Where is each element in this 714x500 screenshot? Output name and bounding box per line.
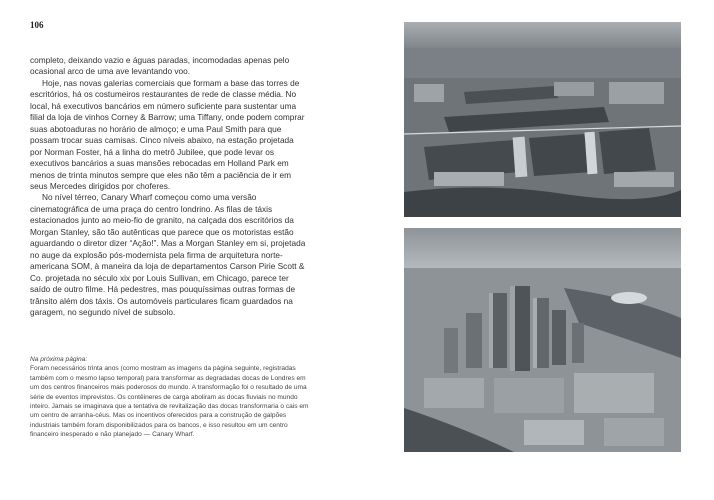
paragraph-3: No nível térreo, Canary Wharf começou como uma versão cinematográfica de uma praça do centro londrino. As filas de táxis estacionados junto ao meio-fio de granito, na calçada dos escritórios da Morgan Stanley, são tão autênticas que parece que os motoristas estão aguardando o diretor dizer “Ação!”. Mas a Morgan Stanley em si, projetada no auge da explosão pós-modernista pela firma de arquitetura norte-americana SOM, à maneira da loja de departamentos Carson Pirie Scott & Co. projetada no século xix por Louis Sullivan, em Chicago, parece ter saído de outro filme. Há pedestres, mas pouquíssimas outras formas de trânsito além dos táxis. Os automóveis particulares ficam guardados na garagem, no segundo nível de subsolo.	[30, 192, 306, 317]
aerial-photo-canary-wharf-image	[404, 228, 681, 452]
aerial-photo-docklands-old-image	[404, 22, 681, 217]
paragraph-2: Hoje, nas novas galerias comerciais que formam a base das torres de escritórios, há os costumeiros restaurantes de rede de classe média. No local, há executivos bancários em número suficiente para sustentar uma filial da loja de vinhos Corney & Barrow; uma Tiffany, onde podem comprar suas abotoaduras no horário de almoço; e uma Paul Smith para que possam trocar suas camisas. Cinco níveis abaixo, na estação projetada por Norman Foster, há a linha do metrô Jubilee, que pode levar os executivos bancários a suas mansões rebocadas em Holland Park em menos de trinta minutos sempre que eles não têm a paciência de ir em seus Mercedes dirigidos por choferes.	[30, 77, 305, 191]
aerial-photo-docklands-old	[404, 22, 681, 217]
paragraph-1: completo, deixando vazio e águas paradas, incomodadas apenas pelo ocasional arco de uma ave levantando voo.	[30, 55, 290, 77]
photo-caption	[30, 355, 315, 440]
caption-text: Foram necessários trinta anos (como mostram as imagens da página seguinte, registradas também com o mesmo lapso temporal) para transformar as degradadas docas de Londres em um dos centros financeiros mais poderosos do mundo. A transformação foi o resultado de uma série de eventos imprevistos. Os contêineres de carga aboliram as docas fluviais no mundo inteiro. Jamais se imaginava que a tentativa de revitalização das docas transformaria o cais em um centro de arranha-céus. Mas os incentivos oferecidos para a construção de galpões industriais também foram disponibilizados para os bancos, e isso resultou em um centro financeiro inesperado e não planejado — Canary Wharf.	[30, 365, 309, 439]
body-text	[30, 55, 308, 318]
aerial-photo-canary-wharf	[404, 228, 681, 452]
caption-title: Na próxima página:	[30, 356, 88, 363]
page-number: 106	[30, 20, 44, 30]
